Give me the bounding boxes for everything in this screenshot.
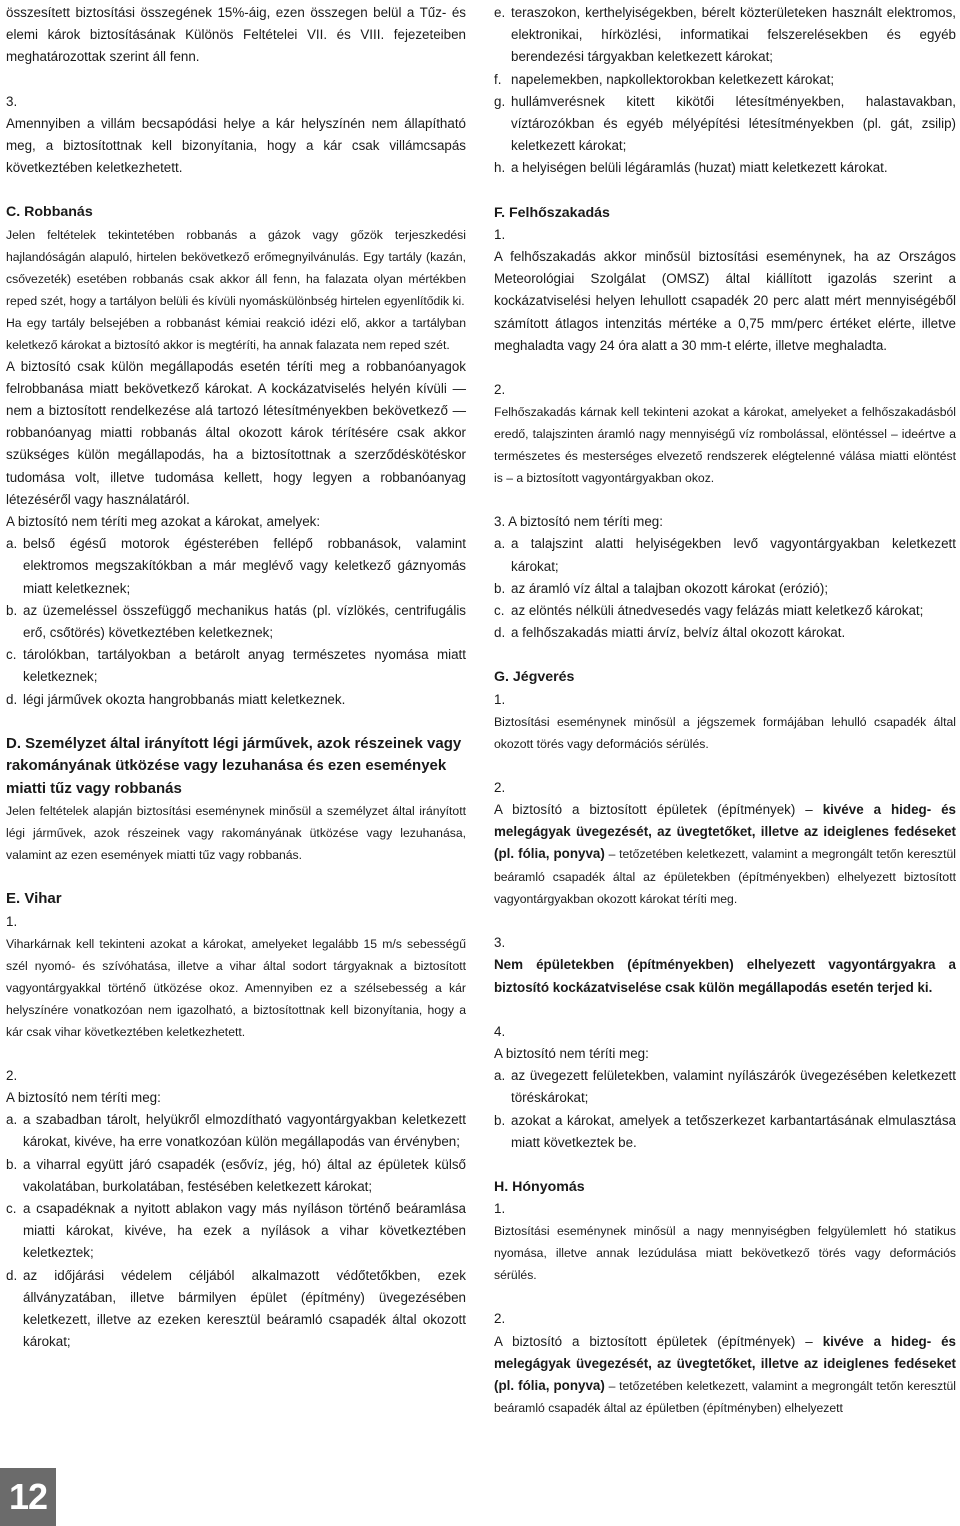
hail-exclusions-intro: A biztosító nem téríti meg: [494, 1045, 649, 1061]
intro-paragraph: összesített biztosítási összegének 15%-áig, ezen összegen belül a Tűz- és elemi károk biztosításának Különös Feltételei VII. és VIII. fejezeteiben meghatározottak szerint áll fenn. [6, 5, 466, 65]
list-text: a felhőszakadás miatti árvíz, belvíz által okozott károkat. [511, 625, 846, 641]
list-item [6, 644, 466, 688]
storm-exclusions-intro: A biztosító nem téríti meg: [6, 1089, 161, 1105]
list-text: az üzemeléssel összefüggő mechanikus hatás (pl. vízlökés, centrifugális erő, csőtörés) következtében keletkeznek; [23, 602, 466, 641]
list-item [494, 622, 956, 644]
list-text: azokat a károkat, amelyek a tetőszerkezet karbantartásának elmulasztása miatt következtek be. [511, 1112, 956, 1150]
list-text: a csapadéknak a nyitott ablakon vagy más nyíláson történő beáramlása miatti károkat, kivéve, ha ezek a nyílások a vihar következtében keletkeztek; [23, 1200, 466, 1261]
right-column [494, 2, 956, 1419]
list-letter: c. [6, 647, 17, 663]
list-letter: a. [494, 1068, 506, 1084]
list-letter: d. [6, 691, 18, 707]
list-item [494, 91, 956, 158]
list-text: a szabadban tárolt, helyükről elmozdítható vagyontárgyakban keletkezett károkat, kivéve, ha erre vonatkozóan külön megállapodás van érvényben; [23, 1112, 466, 1150]
list-text: teraszokon, kerthelyiségekben, bérelt közterületeken használt elektromos, elektronikai, hírközlési, informatikai felszerelésekben és egyéb berendezési tárgyakban keletkezett károkat; [511, 5, 956, 65]
explosion-chemical-paragraph: Ha egy tartály belsejében a robbanást kémiai reakció idézi elő, akkor a tartályban keletkező károkat a biztosító akkor is megtéríti, ha annak falazata nem reped szét. [6, 315, 466, 352]
left-column [6, 2, 466, 1353]
list-text: az üvegezett felületekben, valamint nyílászárók üvegezésében keletkezett töréskárokat; [511, 1068, 956, 1106]
list-item [494, 533, 956, 577]
list-item [494, 600, 956, 622]
list-item [494, 69, 956, 91]
list-letter: b. [494, 580, 506, 596]
list-letter: a. [6, 1112, 18, 1128]
list-letter: b. [494, 1112, 506, 1128]
list-letter: c. [6, 1200, 17, 1216]
list-text: belső égésű motorok égésterében fellépő robbanások, valamint elektromos megszakítókban a már meglévő vagy keletkező gáznyomás miatt keletkeznek; [23, 536, 466, 596]
list-item [494, 157, 956, 179]
section-heading-robbanas: C. Robbanás [6, 204, 93, 221]
snow-coverage-paragraph [494, 1331, 956, 1420]
explosion-definition [6, 224, 466, 312]
section-number: 1. [494, 226, 506, 242]
snow-coverage-exception: kivéve a hideg- és melegágyak üvegezését, az üvegtetőket, illetve az ideiglenes fedéseket (pl. fólia, ponyva) [494, 1333, 957, 1393]
list-letter: a. [6, 536, 18, 552]
aircraft-paragraph: Jelen feltételek alapján biztosítási eseménynek minősül a személyzet által irányított légi járművek, azok részeinek vagy rakományának ütközése vagy lezuhanása, valamint az ezen események miatti tűz vagy robbanás. [6, 804, 466, 863]
list-item [6, 533, 466, 600]
list-text: légi járművek okozta hangrobbanás miatt keletkeznek. [23, 691, 346, 707]
section-number: 2. [494, 382, 506, 398]
section-number: 1. [494, 1201, 506, 1217]
section-number: 1. [494, 691, 506, 707]
storm-definition: Viharkárnak kell tekinteni azokat a károkat, amelyeket legalább 15 m/s sebességű szél nyomó- és szívóhatása, illetve a vihar által sodort tárgyaknak a biztosított vagyontárgyakkal történő ütközése okoz. Amennyiben ez a szélsebesség a kár helyszínére vonatkozóan nem igazolható, a biztosítottnak kell bizonyítania, hogy a kár csak vihar következtében keletkezhetett. [6, 936, 466, 1039]
list-item [6, 1109, 466, 1153]
list-text: az elöntés nélküli átnedvesedés vagy felázás miatt keletkező károkat; [511, 603, 924, 619]
cloudburst-exclusions-intro: 3. A biztosító nem téríti meg: [494, 514, 663, 530]
list-letter: b. [6, 1156, 18, 1172]
list-text: tárolókban, tartályokban a betárolt anyag természetes nyomása miatt keletkeznek; [23, 647, 466, 685]
section-heading-honyomas: H. Hónyomás [494, 1178, 585, 1195]
list-letter: d. [6, 1267, 18, 1283]
hail-definition: Biztosítási eseménynek minősül a jégszemek formájában lehulló csapadék által okozott törés vagy deformációs sérülés. [494, 714, 956, 751]
list-item [6, 1265, 466, 1354]
list-letter: e. [494, 5, 506, 20]
explosion-definition-a: Jelen feltételek tekintetében robbanás a gázok vagy gőzök terjeszkedési hajlandóságán alapuló, hirtelen bekövetkező erőmegnyilvánulás. [6, 227, 466, 264]
list-letter: f. [494, 71, 502, 87]
list-item [494, 2, 956, 69]
cloudburst-damage-paragraph: Felhőszakadás kárnak kell tekinteni azokat a károkat, amelyeket a felhőszakadásból eredő, talajszinten áramló nagy mennyiségű víz rombolással, elöntéssel – ideértve a természetes és mesterséges elvezető rendszerek elégtelenné válása miatti elöntést is – a biztosított vagyontárgyakban okoz. [494, 405, 956, 486]
list-item [494, 1065, 956, 1109]
section-heading-vihar: E. Vihar [6, 890, 62, 908]
explosion-exclusions-intro: A biztosító nem téríti meg azokat a károkat, amelyek: [6, 514, 321, 530]
explosion-definition-b: Egy tartály (kazán, csővezeték) esetében robbanás csak akkor áll fenn, ha falazata olyan mértékben reped szét, hogy a tartályon belüli és kívüli nyomáskülönbség hirtelen egyenlítődik ki. [6, 249, 466, 308]
section-number: 2. [6, 1067, 18, 1083]
section-number: 3. [6, 93, 18, 109]
section-number: 2. [494, 1311, 506, 1327]
section-heading-felhoszakadas: F. Felhőszakadás [494, 204, 610, 221]
list-text: a helyiségen belüli légáramlás (huzat) miatt keletkezett károkat. [511, 160, 888, 176]
list-item [494, 578, 956, 600]
list-item [6, 1154, 466, 1198]
hail-coverage-c: – tetőzetében keletkezett, valamint a megrongált tetőn keresztül beáramló csapadék által az épületekben (építményekben) elhelyezett biztosított vagyontárgyakban okozott károkat téríti meg. [494, 847, 956, 906]
list-text: az áramló víz által a talajban okozott károkat (erózió); [511, 580, 829, 596]
list-text: az időjárási védelem céljából alkalmazott védőtetőkben, ezek állványzatában, illetve bármilyen épület (építmény) üvegezésében keletkezett, illetve az ezeken keresztül beáramló csapadék által okozott károkat; [23, 1267, 466, 1350]
snow-definition: Biztosítási eseménynek minősül a nagy mennyiségben felgyülemlett hó statikus nyomása, illetve annak lezúdulása miatt bekövetkező törés vagy deformációs sérülés. [494, 1224, 956, 1283]
hail-coverage-a: A biztosító a biztosított épületek (építmények) – [494, 802, 823, 818]
list-text: a viharral együtt járó csapadék (esővíz, jég, hó) által az épületek külső vakolatában, burkolatában, festésében keletkezett károkat; [23, 1156, 466, 1194]
list-item [6, 689, 466, 711]
list-letter: c. [494, 603, 505, 619]
section-number: 1. [6, 913, 18, 929]
snow-coverage-a: A biztosító a biztosított épületek (építmények) – [494, 1333, 823, 1349]
section-heading-jegveres: G. Jégverés [494, 669, 575, 686]
snow-coverage-c: – tetőzetében keletkezett, valamint a megrongált tetőn keresztül beáramló csapadék által az épületben (építményben) elhelyezett [494, 1378, 956, 1416]
hail-coverage-paragraph [494, 799, 956, 910]
lightning-paragraph: Amennyiben a villám becsapódási helye a kár helyszínén nem állapítható meg, a biztosítottnak kell bizonyítania, hogy a kár csak villámcsapás következtében keletkezhetett. [6, 115, 466, 176]
list-letter: b. [6, 602, 18, 618]
section-number: 4. [494, 1023, 506, 1039]
list-letter: a. [494, 536, 506, 552]
list-item [494, 1110, 956, 1154]
hail-coverage-exception: kivéve a hideg- és melegágyak üvegezését, az üvegtetőket, illetve az ideiglenes fedéseket (pl. fólia, ponyva) [494, 802, 957, 862]
list-item [6, 600, 466, 644]
cloudburst-definition: A felhőszakadás akkor minősül biztosítási eseménynek, ha az Országos Meteorológiai Szolgálat (OMSZ) által kiállított igazolás szerint a kockázatviselési helyen lehullott csapadék 20 perc alatt mért mennyiségéből számított átlagos intenzitás mértéke a 0,75 mm/perc értéket elérte, illetve meghaladta vagy 24 óra alatt a 30 mm-t elérte, illetve meghaladta. [494, 249, 956, 353]
list-letter: d. [494, 625, 506, 641]
page-number: 12 [0, 1468, 56, 1526]
explosive-agreement-paragraph: A biztosító csak külön megállapodás esetén téríti meg a robbanóanyagok felrobbanása miatt bekövetkező károkat. A kockázatviselés helyén kívüli — nem a biztosított rendelkezése alá tartozó létesítményekben bekövetkező — robbanóanyag miatti robbanás által okozott károk térítésére csak akkor szükséges külön megállapodás, ha a biztosítottnak a szerződéskötéskor tudomása volt, illetve tudomása kellett, hogy legyen a robbanóanyag létezéséről vagy használatáról. [6, 358, 466, 507]
section-number: 3. [494, 935, 506, 951]
hail-outside-buildings: Nem épületekben (építményekben) elhelyezett vagyontárgyakra a biztosító kockázatviselése csak külön megállapodás esetén terjed ki. [494, 957, 956, 995]
list-text: napelemekben, napkollektorokban keletkezett károkat; [511, 71, 835, 87]
list-letter: g. [494, 93, 506, 109]
list-item [6, 1198, 466, 1265]
section-number: 2. [494, 779, 506, 795]
list-text: a talajszint alatti helyiségekben levő vagyontárgyakban keletkezett károkat; [511, 536, 956, 574]
list-letter: h. [494, 160, 506, 176]
section-heading-aircraft: D. Személyzet által irányított légi járművek, azok részeinek vagy rakományának ütközése vagy lezuhanása és ezen események miatti tűz vagy robbanás [6, 734, 462, 797]
list-text: hullámverésnek kitett kikötői létesítményekben, halastavakban, víztározókban és egyéb mélyépítési létesítményekben (pl. gát, zsilip) keletkezett károkat; [511, 93, 956, 154]
